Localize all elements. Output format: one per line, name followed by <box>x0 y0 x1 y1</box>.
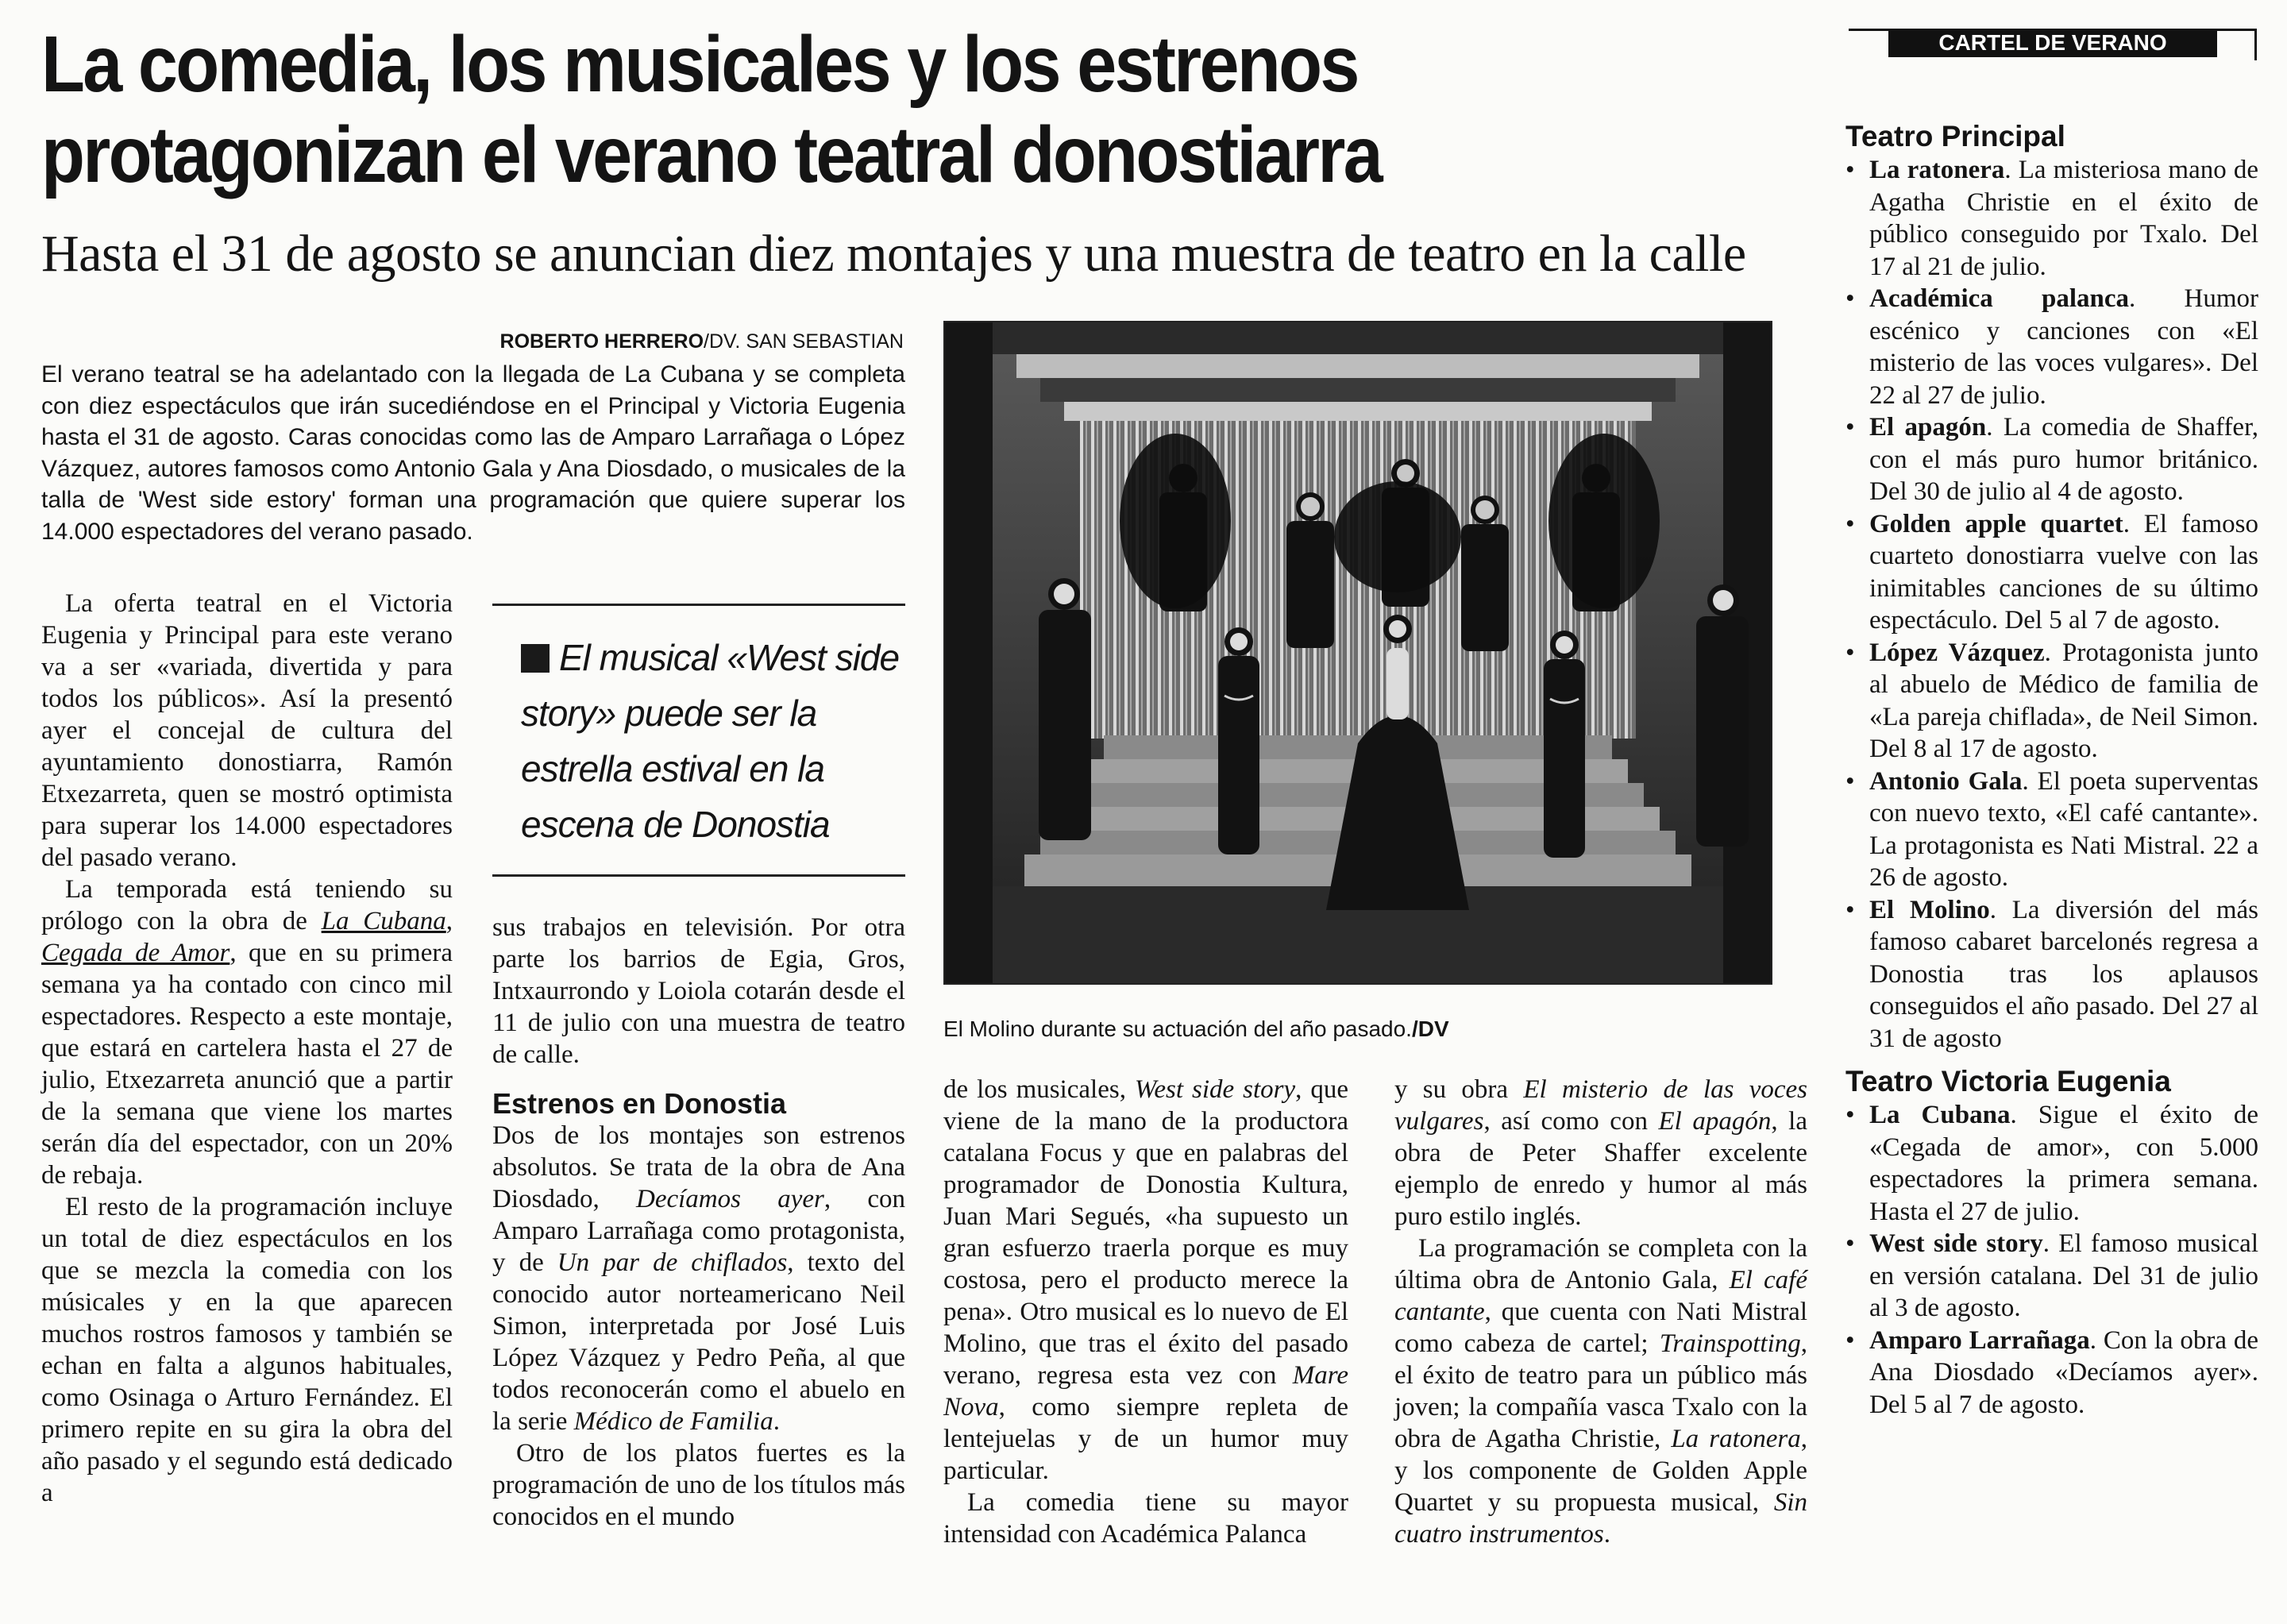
col4-paragraph-1 <box>1394 1074 1807 1232</box>
listing-item <box>1845 637 2258 766</box>
listing-title: La Cubana <box>1869 1101 2011 1129</box>
column-1 <box>41 588 453 1509</box>
caption-text: El Molino durante su actuación del año pasado. <box>943 1016 1412 1041</box>
col1-paragraph-3: El resto de la programación incluye un total de diez espectáculos en los que se mezcla la comedia con los músicales y en la que aparecen muchos rostros famosos y también se echan en falta a algunos habituales, como Osinaga o Arturo Fernández. El primero repite en su gira la obra del año pasado y el segundo está dedicado a <box>41 1193 453 1507</box>
col2-p2-c: , con Amparo Larrañaga como protagonista, y de <box>492 1185 905 1277</box>
listing-item <box>1845 766 2258 894</box>
pull-quote-text <box>521 630 905 852</box>
listing-title: Antonio Gala <box>1869 766 2023 796</box>
listing-description: . La misteriosa mano de Agatha Christie en el éxito de público conseguido por Txalo. Del 17 al 21 de julio. <box>1869 156 2258 281</box>
col4-p2-c: , que cuenta con Nati Mistral como cabeza de cartel; <box>1394 1298 1807 1358</box>
col2-paragraph-1: sus trabajos en televisión. Por otra parte los barrios de Egia, Gros, Intxaurrondo y Loiola cotarán desde el 11 de julio con una muestra de teatro de calle. <box>492 913 905 1069</box>
col4-p2-h: Sin cuatro instrumentos <box>1394 1488 1807 1549</box>
listing-description: . Protagonista junto al abuelo de Médico de familia de «La pareja chiflada», de Neil Simon. Del 8 al 17 de agosto. <box>1869 638 2258 763</box>
listing-item <box>1845 894 2258 1055</box>
section-subhead-estrenos: Estrenos en Donostia <box>492 1087 787 1120</box>
col3-p1-e: , como siempre repleta de lentejuelas y de un humor muy particular. <box>943 1393 1348 1485</box>
lead-paragraph: El verano teatral se ha adelantado con la llegada de La Cubana y se completa con diez espectáculos que irán sucediéndose en el Principal y Victoria Eugenia hasta el 31 de agosto. Caras conocidas como las de Amparo Larrañaga o López Vázquez, autores famosos como Antonio Gala y Ana Diosdado, o musicales de la talla de 'West side estory' forman una programación que quiere superar los 14.000 espectadores del verano pasado. <box>41 361 905 545</box>
col1-p2-text-e: , que en su primera semana ya ha contado con cinco mil espectadores. Respecto a este montaje, que estará en cartelera hasta el 27 de julio, Etxezarreta anunció que a partir de la semana que viene los martes serán día del espectador, con un 20% de rebaja. <box>41 939 453 1190</box>
headline-line-2: protagonizan el verano teatral donostiarra <box>41 110 1382 199</box>
column-3 <box>943 1074 1348 1550</box>
pull-quote-body: El musical «West side story» puede ser la estrella estival en la escena de Donostia <box>521 637 900 845</box>
listing-title: Académica palanca <box>1869 284 2130 313</box>
photo-caption <box>943 1015 1769 1043</box>
listing-description: . El famoso cuarteto donostiarra vuelve con las inimitables canciones de su último espectáculo. Del 5 al 7 de agosto. <box>1869 509 2258 635</box>
byline-source: /DV. SAN SEBASTIAN <box>704 330 904 353</box>
col2-p2-g: . <box>773 1407 780 1436</box>
col3-p1-c: , que viene de la mano de la productora catalana Focus y que en palabras del programador de Donostia Kultura, Juan Mari Segués, «ha supuesto un gran esfuerzo traerla porque es muy costosa, pero el producto merece la pena». Otro musical es lo nuevo de El Molino, que tras el éxito del pasado verano, regresa esta vez con <box>943 1075 1348 1390</box>
col2-p2-d: Un par de chiflados <box>557 1248 788 1277</box>
listing-description: . La diversión del más famoso cabaret barcelonés regresa a Donostia tras los aplausos conseguidos el año pasado. Del 27 al 31 de agosto <box>1869 895 2258 1053</box>
col4-p1-b: El misterio de las voces vulgares <box>1394 1075 1807 1136</box>
listing-title: Amparo Larrañaga <box>1869 1325 2090 1355</box>
col3-p1-b: West side story <box>1134 1075 1296 1104</box>
col4-p2-g: , y los componente de Golden Apple Quartet y su propuesta musical, <box>1394 1425 1807 1517</box>
sidebar-header: CARTEL DE VERANO <box>1888 29 2217 57</box>
headline <box>41 19 1656 200</box>
square-bullet-icon <box>521 644 550 673</box>
col2-p2-f: Médico de Familia <box>573 1407 773 1436</box>
victoria-list <box>1845 1099 2258 1421</box>
pull-quote <box>492 604 905 877</box>
handwritten-underline-la-cubana: La Cubana <box>321 907 446 935</box>
col4-p1-e: , la obra de Peter Shaffer excelente ejemplo de enredo y humor al más puro estilo inglés. <box>1394 1107 1807 1231</box>
col4-p1-a: y su obra <box>1394 1075 1524 1104</box>
el-molino-stage-image <box>945 322 1771 983</box>
column-2 <box>492 912 905 1533</box>
listing-item <box>1845 411 2258 508</box>
col3-paragraph-1 <box>943 1074 1348 1487</box>
sidebar-title-principal: Teatro Principal <box>1845 120 2065 152</box>
col3-p1-a: de los musicales, <box>943 1075 1135 1104</box>
col3-paragraph-2: La comedia tiene su mayor intensidad con Académica Palanca <box>943 1488 1348 1549</box>
listing-description: . Sigue el éxito de «Cegada de amor», con 5.000 espectadores la primera semana. Hasta el 27 de julio. <box>1869 1101 2258 1226</box>
listing-item <box>1845 154 2258 283</box>
byline <box>475 329 904 354</box>
listing-title: La ratonera <box>1869 156 2005 184</box>
col1-paragraph-2 <box>41 874 453 1191</box>
cabaret-photo <box>943 321 1772 985</box>
listing-description: . El poeta superventas con nuevo texto, «El café cantante». La protagonista es Nati Mistral. 22 a 26 de agosto. <box>1869 766 2258 892</box>
listing-title: El Molino <box>1869 895 1990 924</box>
headline-line-1: La comedia, los musicales y los estrenos <box>41 20 1358 109</box>
col2-p2-a: Dos de los montajes son estrenos absolutos. Se trata de la obra de Ana Diosdado, <box>492 1121 905 1213</box>
listing-title: West side story <box>1869 1229 2043 1258</box>
col2-paragraph-2 <box>492 1120 905 1437</box>
principal-list <box>1845 154 2258 1055</box>
col1-p2-text-c: , <box>445 907 453 935</box>
listing-title: El apagón <box>1869 413 1987 442</box>
col4-p1-c: , así como con <box>1483 1107 1659 1136</box>
col1-paragraph-1: La oferta teatral en el Victoria Eugenia y Principal para este verano va a ser «variada, divertida y para todos los públicos». Así la presentó ayer el concejal de cultura del ayuntamiento donostiarra, Ramón Etxezarreta, quen se mostró optimista para superar los 14.000 espectadores del pasado verano. <box>41 589 453 872</box>
listing-item <box>1845 508 2258 637</box>
col4-p2-e: , el éxito de teatro para un público más joven; la compañía vasca Txalo con la obra de Agatha Christie, <box>1394 1329 1807 1453</box>
col4-paragraph-2 <box>1394 1232 1807 1550</box>
sidebar-title-victoria: Teatro Victoria Eugenia <box>1845 1065 2171 1097</box>
col1-p2-text-a: La temporada está teniendo su prólogo con la obra de <box>41 875 453 935</box>
handwritten-underline-cegada-de-amor: Cegada de Amor <box>41 939 230 967</box>
listing-title: Golden apple quartet <box>1869 509 2123 538</box>
listing-item <box>1845 1228 2258 1325</box>
listing-item <box>1845 1325 2258 1421</box>
subheadline: Hasta el 31 de agosto se anuncian diez montajes y una muestra de teatro en la calle <box>41 225 1746 283</box>
col2-p2-e: , texto del conocido autor norteamericano Neil Simon, interpretada por José Luis López Vázquez y Pedro Peña, al que todos reconocerán como el abuelo en la serie <box>492 1248 905 1436</box>
col4-p2-a: La programación se completa con la última obra de Antonio Gala, <box>1394 1234 1807 1294</box>
col4-p1-d: El apagón <box>1658 1107 1772 1136</box>
listing-description: . El famoso musical en versión catalana. Del 31 de julio al 3 de agosto. <box>1869 1229 2258 1322</box>
col4-p2-f: La ratonera <box>1671 1425 1801 1453</box>
listing-item <box>1845 283 2258 411</box>
caption-credit: /DV <box>1411 1016 1449 1041</box>
listing-title: López Vázquez <box>1869 638 2045 667</box>
sidebar-listings <box>1845 119 2258 1421</box>
col3-p1-d: Mare Nova <box>943 1361 1348 1421</box>
col2-p2-b: Decíamos ayer <box>635 1185 824 1213</box>
col4-p2-b: El café cantante <box>1394 1266 1807 1326</box>
listing-description: . Humor escénico y canciones con «El misterio de las voces vulgares». Del 22 al 27 de julio. <box>1869 284 2258 410</box>
col4-p2-d: Trainspotting <box>1659 1329 1801 1358</box>
byline-author: ROBERTO HERRERO <box>499 330 704 353</box>
listing-item <box>1845 1099 2258 1228</box>
column-4 <box>1394 1074 1807 1550</box>
col2-paragraph-3: Otro de los platos fuertes es la programación de uno de los títulos más conocidos en el mundo <box>492 1439 905 1531</box>
listing-description: . La comedia de Shaffer, con el más puro humor británico. Del 30 de julio al 4 de agosto. <box>1869 413 2258 506</box>
col4-p2-i: . <box>1603 1520 1610 1549</box>
listing-description: . Con la obra de Ana Diosdado «Decíamos ayer». Del 5 al 7 de agosto. <box>1869 1325 2258 1419</box>
